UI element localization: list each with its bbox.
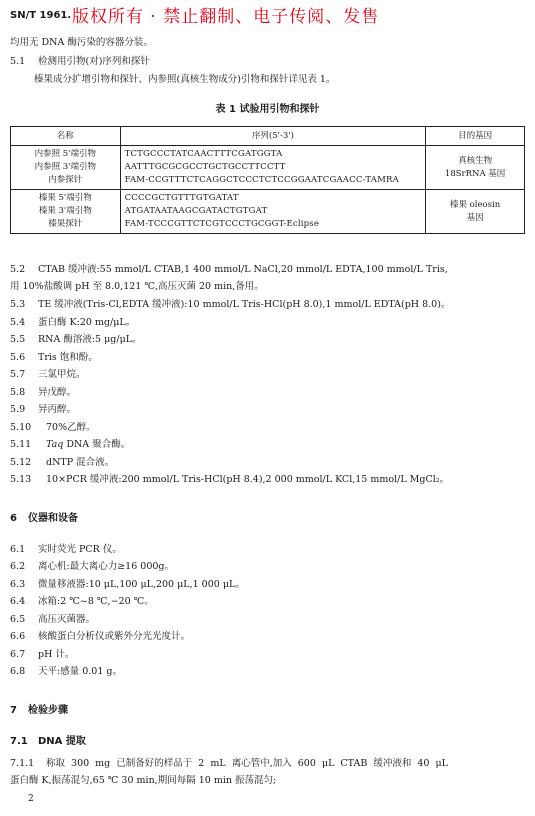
list-item-6-3 — [10, 579, 245, 591]
list-item-5-3 — [10, 299, 450, 311]
item-text: 三氯甲烷。 — [38, 369, 86, 380]
sequence-text: FAM-TCCCGTTCTCGTCCCTGCGGT-Eclipse — [124, 219, 320, 229]
item-text: 微量移液器:10 μL,100 μL,200 μL,1 000 μL。 — [38, 579, 245, 590]
list-item-5-11 — [10, 439, 130, 451]
list-item-5-4 — [10, 317, 135, 329]
list-item-5-2 — [10, 264, 448, 276]
paragraph-7-1-1 — [10, 758, 448, 770]
list-item-5-6 — [10, 352, 98, 364]
item-number: 5.3 — [10, 299, 26, 310]
item-number: 5.11 — [10, 439, 32, 450]
item-number: 5.13 — [10, 474, 32, 485]
item-text: 高压灭菌器。 — [38, 614, 96, 625]
item-text: 核酸蛋白分析仪或紫外分光光度计。 — [38, 631, 191, 642]
gene-cell — [426, 190, 525, 234]
section-number: 7 — [10, 705, 17, 716]
intro-line: 均用无 DNA 酶污染的容器分装。 — [10, 37, 153, 48]
item-number: 5.9 — [10, 404, 26, 415]
item-text: 离心机:最大离心力≥16 000g。 — [38, 561, 174, 572]
item-number: 5.12 — [10, 457, 32, 468]
list-item-5-2-cont: 用 10%盐酸调 pH 至 8.0,121 ℃,高压灭菌 20 min,备用。 — [10, 281, 264, 292]
item-text: 天平:感量 0.01 g。 — [38, 666, 122, 677]
primer-probe-table — [10, 126, 525, 234]
name-cell — [11, 146, 121, 190]
col-header-gene: 目的基因 — [426, 127, 525, 146]
primer-name: 榛果 3'端引物 — [38, 206, 92, 216]
item-number: 5.6 — [10, 352, 26, 363]
list-item-6-6 — [10, 631, 190, 643]
section-number: 5.1 — [10, 56, 26, 67]
gene-text: 18SrRNA 基因 — [444, 168, 506, 179]
section-5-1-heading — [10, 56, 150, 68]
item-number: 5.7 — [10, 369, 26, 380]
name-cell — [11, 190, 121, 234]
item-text: 70%乙醇。 — [46, 422, 96, 433]
col-header-name: 名称 — [11, 127, 121, 146]
list-item-6-2 — [10, 561, 174, 573]
item-text: 蛋白酶 K:20 mg/μL。 — [38, 317, 136, 328]
primer-name: 内参照 3'端引物 — [34, 162, 97, 172]
item-text: Tris 饱和酚。 — [38, 352, 98, 363]
sequence-text: CCCCGCTGTTTGTGATAT — [124, 193, 239, 203]
section-number: 6 — [10, 513, 17, 524]
item-text: 异戊醇。 — [38, 387, 77, 398]
table-row — [11, 146, 525, 190]
section-title: 仪器和设备 — [28, 513, 78, 524]
gene-text: 榛果 oleosin — [449, 199, 501, 210]
item-number: 6.8 — [10, 666, 26, 677]
sequence-text: ATGATAATAAGCGATACTGTGAT — [124, 206, 268, 216]
standard-number: SN/T 1961. — [10, 10, 72, 21]
section-5-1-text: 榛果成分扩增引物和探针、内参照(真核生物成分)引物和探针详见表 1。 — [34, 74, 336, 85]
list-item-6-1 — [10, 544, 122, 556]
item-text: 冰箱:2 ℃~8 ℃,−20 ℃。 — [38, 596, 154, 607]
list-item-6-8 — [10, 666, 122, 678]
sequence-cell — [120, 190, 426, 234]
list-item-5-12 — [10, 457, 114, 469]
item-number: 6.1 — [10, 544, 26, 555]
list-item-5-5 — [10, 334, 142, 346]
page-number: 2 — [28, 794, 34, 804]
list-item-5-10 — [10, 422, 96, 434]
gene-text: 真核生物 — [458, 155, 493, 166]
primer-name: 内参照 5'端引物 — [34, 149, 97, 159]
item-text: TE 缓冲液(Tris-Cl,EDTA 缓冲液):10 mmol/L Tris-HCl(pH 8.0),1 mmol/L EDTA(pH 8.0)。 — [38, 299, 451, 310]
item-text: 实时荧光 PCR 仪。 — [38, 544, 122, 555]
gene-cell — [426, 146, 525, 190]
sequence-text: FAM-CCGTTTCTCAGGCTCCCTCTCCGGAATCGAACC-TAMRA — [124, 175, 399, 185]
list-item-6-7 — [10, 649, 74, 661]
item-number: 6.3 — [10, 579, 26, 590]
copyright-watermark: 版权所有 · 禁止翻制、电子传阅、发售 — [72, 7, 380, 27]
item-text: 10×PCR 缓冲液:200 mmol/L Tris-HCl(pH 8.4),2 000 mmol/L KCl,15 mmol/L MgCl₂。 — [46, 474, 450, 485]
item-number: 5.4 — [10, 317, 26, 328]
list-item-5-7 — [10, 369, 86, 381]
table-title: 表 1 试验用引物和探针 — [215, 104, 320, 115]
item-number: 6.5 — [10, 614, 26, 625]
section-7-1-heading — [10, 732, 86, 747]
section-title: DNA 提取 — [38, 736, 86, 747]
item-text: dNTP 混合液。 — [46, 457, 115, 468]
item-text: 异丙醇。 — [38, 404, 77, 415]
item-number: 5.10 — [10, 422, 32, 433]
item-number: 5.5 — [10, 334, 26, 345]
list-item-6-5 — [10, 614, 95, 626]
sequence-text: TCTGCCCTATCAACTTTCGATGGTA — [124, 149, 283, 159]
section-7-heading — [10, 701, 68, 716]
col-header-sequence: 序列(5'-3') — [120, 127, 426, 146]
list-item-5-13 — [10, 474, 449, 486]
item-number: 6.6 — [10, 631, 26, 642]
item-text: RNA 酶溶液:5 μg/μL。 — [38, 334, 142, 345]
item-text: pH 计。 — [38, 649, 75, 660]
item-number: 5.8 — [10, 387, 26, 398]
item-text: CTAB 缓冲液:55 mmol/L CTAB,1 400 mmol/L NaCl,20 mmol/L EDTA,100 mmol/L Tris, — [38, 264, 448, 275]
section-number: 7.1 — [10, 736, 28, 747]
item-number: 7.1.1 — [10, 758, 35, 769]
probe-name: 内参探针 — [48, 175, 83, 185]
item-number: 6.4 — [10, 596, 26, 607]
section-title: 检测用引物(对)序列和探针 — [38, 56, 150, 67]
list-item-5-9 — [10, 404, 76, 416]
sequence-cell — [120, 146, 426, 190]
item-text-italic: Taq — [46, 439, 64, 450]
table-header-row — [11, 127, 525, 146]
sequence-text: AATTTGCGCGCCTGCTGCCTTCCTT — [124, 162, 286, 172]
list-item-5-8 — [10, 387, 76, 399]
item-text: 称取 300 mg 已制备好的样品于 2 mL 离心管中,加入 600 μL CTAB 缓冲液和 40 μL — [46, 758, 448, 769]
item-number: 6.2 — [10, 561, 26, 572]
item-number: 5.2 — [10, 264, 26, 275]
section-6-heading — [10, 509, 78, 524]
gene-text: 基因 — [466, 212, 484, 223]
primer-name: 榛果 5'端引物 — [38, 193, 92, 203]
list-item-6-4 — [10, 596, 154, 608]
item-number: 6.7 — [10, 649, 26, 660]
table-row — [11, 190, 525, 234]
paragraph-7-1-1-cont: 蛋白酶 K,振荡混匀,65 ℃ 30 min,期间每隔 10 min 振荡混匀; — [10, 775, 277, 786]
section-title: 检验步骤 — [28, 705, 68, 716]
item-text: DNA 聚合酶。 — [63, 439, 131, 450]
probe-name: 榛果探针 — [48, 219, 83, 229]
